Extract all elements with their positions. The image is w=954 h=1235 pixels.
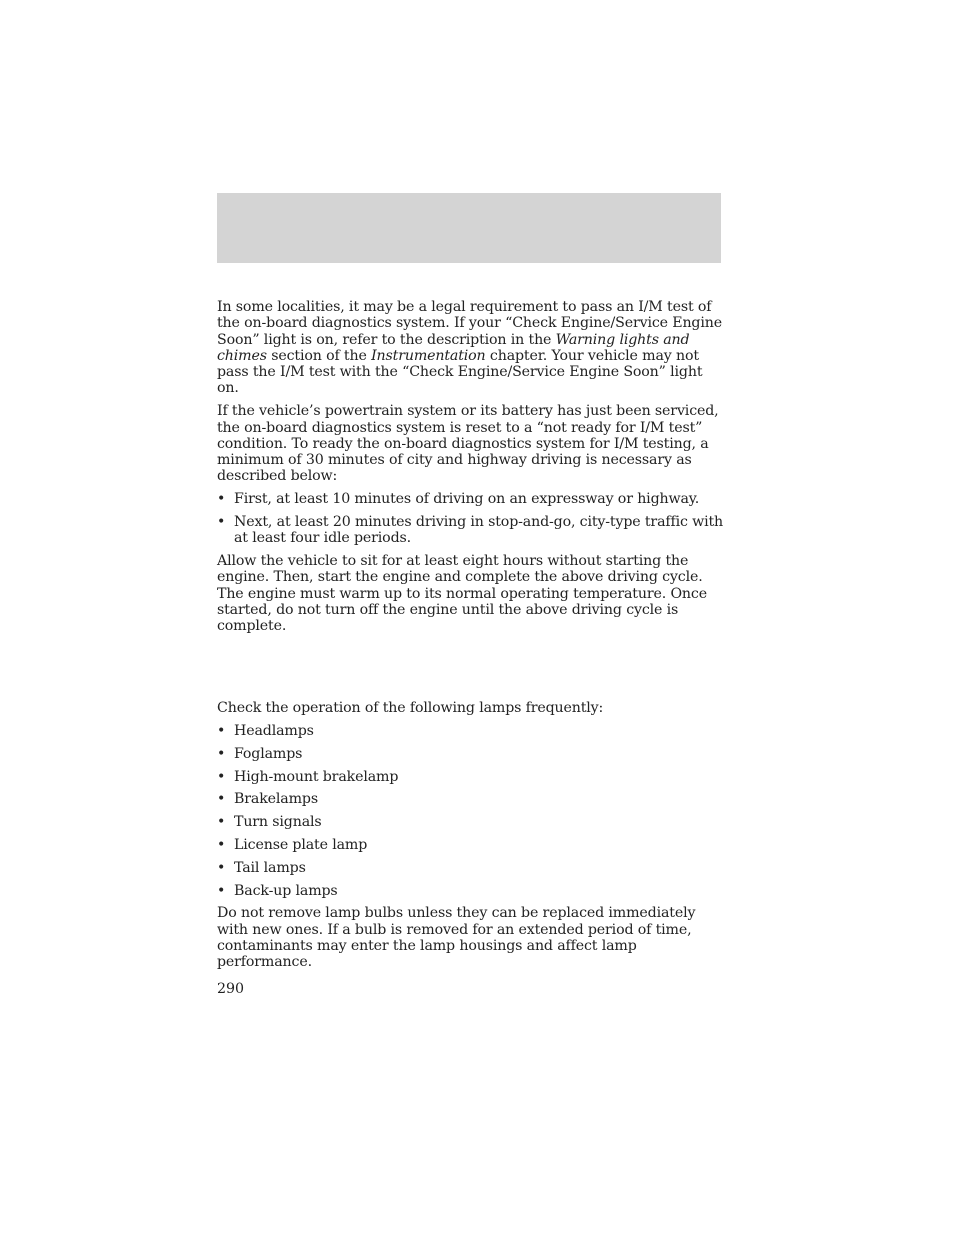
serviced-paragraph: If the vehicle’s powertrain system or its battery has just been serviced, the on-board diagnostics system is reset to a “not ready for I/M test” condition. To ready the on-board diagnostics system for I/M testing, a minimum of 30 minutes of city and highway driving is necessary as described below: bbox=[217, 403, 719, 485]
list-item: • Tail lamps bbox=[217, 859, 306, 876]
instrumentation-reference: Instrumentation bbox=[371, 347, 486, 364]
header-band bbox=[217, 193, 721, 263]
page-content bbox=[217, 299, 725, 977]
lamps-list bbox=[217, 723, 725, 899]
list-item: • Back-up lamps bbox=[217, 882, 338, 899]
sit-overnight-paragraph: Allow the vehicle to sit for at least eight hours without starting the engine. Then, start the engine and complete the above driving cycle. The engine must warm up to its normal operating temperature. Once started, do not turn off the engine until the above driving cycle is complete. bbox=[217, 553, 707, 635]
list-item: • High-mount brakelamp bbox=[217, 768, 399, 785]
list-item: • License plate lamp bbox=[217, 836, 368, 853]
list-item: • Foglamps bbox=[217, 745, 303, 762]
bullet-icon: • bbox=[217, 814, 226, 831]
im-test-paragraph: In some localities, it may be a legal requirement to pass an I/M test of the on-board diagnostics system. If your “Check Engine/Service Engine Soon” light is on, refer to the description in the Warning lights and chimes section of the Instrumentation chapter. Your vehicle may not pass the I/M test with the “Check Engine/Service Engine Soon” light on. bbox=[217, 299, 722, 397]
section-gap bbox=[217, 641, 725, 700]
list-item: • Headlamps bbox=[217, 722, 314, 739]
bullet-icon: • bbox=[217, 768, 226, 785]
bullet-icon: • bbox=[217, 745, 226, 762]
bullet-icon: • bbox=[217, 882, 226, 899]
list-item: • Turn signals bbox=[217, 814, 322, 831]
bullet-icon: • bbox=[217, 859, 226, 876]
lamp-bulbs-paragraph: Do not remove lamp bulbs unless they can be replaced immediately with new ones. If a bulb is removed for an extended period of time, contaminants may enter the lamp housings and affect lamp performance. bbox=[217, 905, 696, 971]
bullet-icon: • bbox=[217, 836, 226, 853]
bullet-icon: • bbox=[217, 791, 226, 808]
list-item: • Next, at least 20 minutes driving in stop-and-go, city-type traffic with at least four idle periods. bbox=[217, 514, 724, 547]
list-item: • Brakelamps bbox=[217, 791, 318, 808]
bullet-icon: • bbox=[217, 514, 226, 531]
lamps-intro: Check the operation of the following lamps frequently: bbox=[217, 700, 604, 717]
bullet-icon: • bbox=[217, 722, 226, 739]
driving-cycle-list bbox=[217, 491, 725, 546]
bullet-icon: • bbox=[217, 491, 226, 508]
list-item: • First, at least 10 minutes of driving on an expressway or highway. bbox=[217, 491, 700, 508]
page-number: 290 bbox=[217, 981, 245, 997]
warning-lights-reference: Warning lights and chimes bbox=[217, 331, 690, 364]
